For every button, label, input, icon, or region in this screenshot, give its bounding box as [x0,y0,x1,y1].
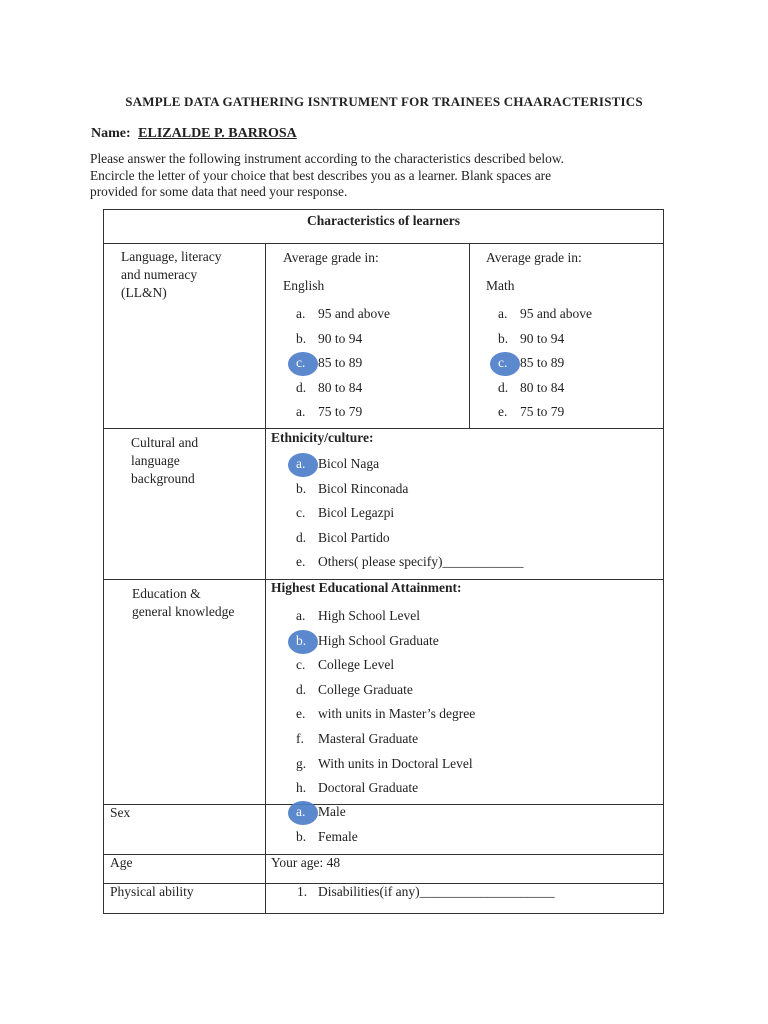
table-header-text: Characteristics of learners [307,213,460,228]
option-text: 90 to 94 [318,330,363,346]
option-text: Bicol Rinconada [318,480,409,496]
table-header [104,210,664,244]
physical-cell [266,884,664,914]
option-text: College Graduate [318,681,413,697]
name-label: Name: [91,126,131,141]
option-letter: b. [498,330,509,346]
english-cell [266,244,470,429]
culture-label-line: Cultural and [131,435,199,450]
option-letter: b. [296,480,307,496]
education-label-cell [104,580,266,805]
name-line [91,126,297,142]
culture-label-line: background [131,471,195,486]
math-heading: Average grade in: [486,250,582,265]
culture-heading: Ethnicity/culture: [271,430,374,445]
option-text: 85 to 89 [318,355,363,371]
option-letter: d. [296,681,307,697]
option-letter: a. [296,456,306,471]
sex-label-cell [104,805,266,855]
llnm-label-line: and numeracy [121,267,198,282]
option-letter: c. [296,355,306,371]
education-label-line: general knowledge [132,604,235,619]
option-text: 90 to 94 [520,330,565,346]
option-letter: d. [296,379,307,395]
option-text: Bicol Naga [318,456,380,471]
culture-label-line: language [131,453,180,468]
llnm-label-cell [104,244,266,429]
option-letter: a. [296,404,306,420]
age-cell [266,855,664,884]
option-text: 75 to 79 [520,404,565,420]
option-text: Male [318,804,346,819]
option-text: 80 to 84 [520,379,565,395]
age-label-cell [104,855,266,884]
option-text: With units in Doctoral Level [318,755,473,771]
option-letter: e. [498,404,508,420]
physical-item-number: 1. [297,884,308,899]
age-label: Age [110,855,133,870]
english-heading: Average grade in: [283,250,379,265]
option-letter: b. [296,632,307,648]
physical-label: Physical ability [110,884,194,899]
option-letter: e. [296,554,306,570]
llnm-label-line: Language, literacy [121,249,222,264]
document-title: SAMPLE DATA GATHERING ISNTRUMENT FOR TRAINEES CHAARACTERISTICS [125,94,643,109]
name-value: ELIZALDE P. BARROSA [138,126,297,141]
option-letter: c. [296,505,306,521]
option-text: 95 and above [520,306,592,321]
option-letter: d. [296,529,307,545]
option-letter: h. [296,780,307,796]
option-text: Masteral Graduate [318,730,419,746]
math-cell [470,244,664,429]
education-cell [266,580,664,805]
option-text: College Level [318,657,395,673]
age-value[interactable]: Your age: 48 [271,855,341,870]
option-letter: a. [296,306,306,321]
education-label-line: Education & [132,586,201,601]
option-text: 80 to 84 [318,379,363,395]
option-text: 85 to 89 [520,355,565,371]
education-heading: Highest Educational Attainment: [271,580,462,595]
option-letter: c. [296,657,306,673]
option-text: 75 to 79 [318,404,363,420]
option-letter: a. [498,306,508,321]
option-text: High School Level [318,608,420,623]
option-letter: g. [296,755,307,771]
option-letter: a. [296,804,306,819]
option-text: Bicol Partido [318,529,390,545]
option-letter: f. [296,730,304,746]
option-letter: b. [296,828,307,844]
physical-label-cell [104,884,266,914]
math-subject: Math [486,278,515,293]
instructions-line: provided for some data that need your response. [90,184,348,200]
option-text: Doctoral Graduate [318,780,419,796]
instructions [90,151,690,201]
culture-cell [266,429,664,580]
option-text: with units in Master’s degree [318,706,476,722]
instructions-line: Encircle the letter of your choice that best describes you as a learner. Blank spaces are [90,167,552,183]
option-text: 95 and above [318,306,390,321]
physical-item-text[interactable]: Disabilities(if any)____________________ [318,884,555,899]
option-text: Female [318,828,358,844]
option-text: Bicol Legazpi [318,505,395,521]
english-subject: English [283,278,325,293]
option-text: High School Graduate [318,632,439,648]
option-letter: b. [296,330,307,346]
llnm-label-line: (LL&N) [121,285,167,300]
instructions-line: Please answer the following instrument according to the characteristics described below. [90,151,564,166]
option-letter: d. [498,379,509,395]
characteristics-table [103,209,664,914]
option-text[interactable]: Others( please specify)____________ [318,554,524,570]
culture-label-cell [104,429,266,580]
sex-cell [266,805,664,855]
option-letter: a. [296,608,306,623]
sex-label: Sex [110,805,131,820]
option-letter: e. [296,706,306,722]
option-letter: c. [498,355,508,371]
